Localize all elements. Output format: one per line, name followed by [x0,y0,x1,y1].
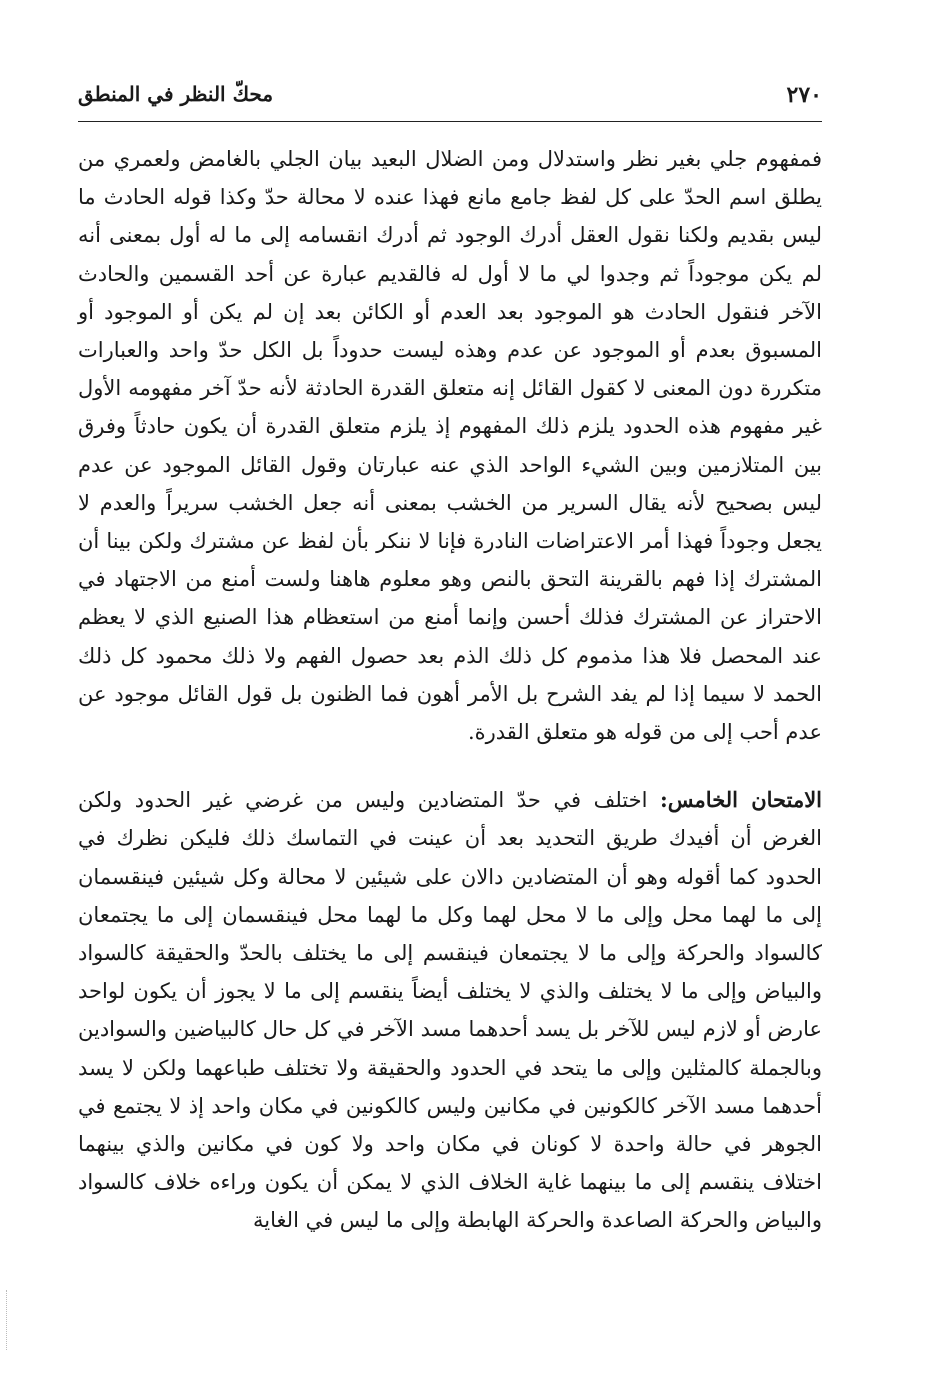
paragraph-text: اختلف في حدّ المتضادين وليس من غرضي غير الحدود ولكن الغرض أن أفيدك طريق التحديد بعد أن عينت في التماسك ذلك فليكن نظرك في الحدود كما أقوله وهو أن المتضادين دالان على شيئين لا محالة وكل شيئين فينقسمان إلى ما لهما محل وإلى ما لا محل لهما وكل ما لهما محل فينقسمان إلى ما يجتمعان كالسواد والحركة وإلى ما لا يجتمعان فينقسم إلى ما يختلف بالحدّ والحقيقة كالسواد والبياض وإلى ما لا يختلف والذي لا يختلف أيضاً ينقسم إلى ما لا يجوز أن يكون لواحد عارض أو لازم ليس للآخر بل يسد أحدهما مسد الآخر في كل حال كالبياضين والسوادين وبالجملة كالمثلين وإلى ما يتحد في الحدود والحقيقة ولا تختلف طباعهما ولكن لا يسد أحدهما مسد الآخر كالكونين في مكانين وليس كالكونين في مكان واحد إذ لا يجتمع في الجوهر في حالة واحدة لا كونان في مكان واحد ولا كون في مكانين والذي بينهما اختلاف ينقسم إلى ما بينهما غاية الخلاف الذي لا يمكن أن يكون وراءه خلاف كالسواد والبياض والحركة الصاعدة والحركة الهابطة وإلى ما ليس في الغاية [78,788,822,1233]
paragraph-text: فمفهوم جلي بغير نظر واستدلال ومن الضلال البعيد بيان الجلي بالغامض ولعمري من يطلق اسم الحدّ على كل لفظ جامع مانع فهذا عنده لا محالة حدّ وكذا قوله الحادث ما ليس بقديم ولكنا نقول العقل أدرك الوجود ثم أدرك انقسامه إلى ما له أول بمعنى أنه لم يكن موجوداً ثم وجدوا لي ما لا أول له فالقديم عبارة عن أحد القسمين والحادث الآخر فنقول الحادث هو الموجود بعد العدم أو الكائن بعد إن لم يكن أو الموجود أو المسبوق بعدم أو الموجود عن عدم وهذه ليست حدوداً بل الكل حدّ واحد والعبارات متكررة دون المعنى لا كقول القائل إنه متعلق القدرة الحادثة لأنه حدّ آخر مفهومه الأول غير مفهوم هذه الحدود يلزم ذلك المفهوم إذ يلزم متعلق القدرة أن يكون حادثاً وفرق بين المتلازمين وبين الشيء الواحد الذي عنه عبارتان وقول القائل الموجود عن عدم ليس بصحيح لأنه يقال السرير من الخشب بمعنى أنه جعل الخشب سريراً والعدم لا يجعل وجوداً فهذا أمر الاعتراضات النادرة فإنا لا ننكر بأن لفظ عن مشترك ولكن بينا أن المشترك إذا فهم بالقرينة التحق بالنص وهو معلوم هاهنا ولست أمنع من الاجتهاد في الاحتراز عن المشترك فذلك أحسن وإنما أمنع من استعظام هذا الصنيع الذي لا يعظم عند المحصل فلا هذا مذموم كل ذلك الذم بعد حصول الفهم ولا ذلك محمود كل ذلك الحمد لا سيما إذا لم يفد الشرح بل الأمر أهون فما الظنون بل قول القائل موجود عن عدم أحب إلى من قوله هو متعلق القدرة. [78,147,822,745]
body-text [78,140,822,1240]
paragraph [78,140,822,751]
page-number: ٢٧٠ [786,82,822,108]
scan-edge-marks [6,1290,11,1350]
page-header [78,82,822,114]
header-rule [78,121,822,122]
section-heading: الامتحان الخامس: [660,787,823,813]
paragraph [78,781,822,1239]
running-title: محكّ النظر في المنطق [78,82,274,106]
